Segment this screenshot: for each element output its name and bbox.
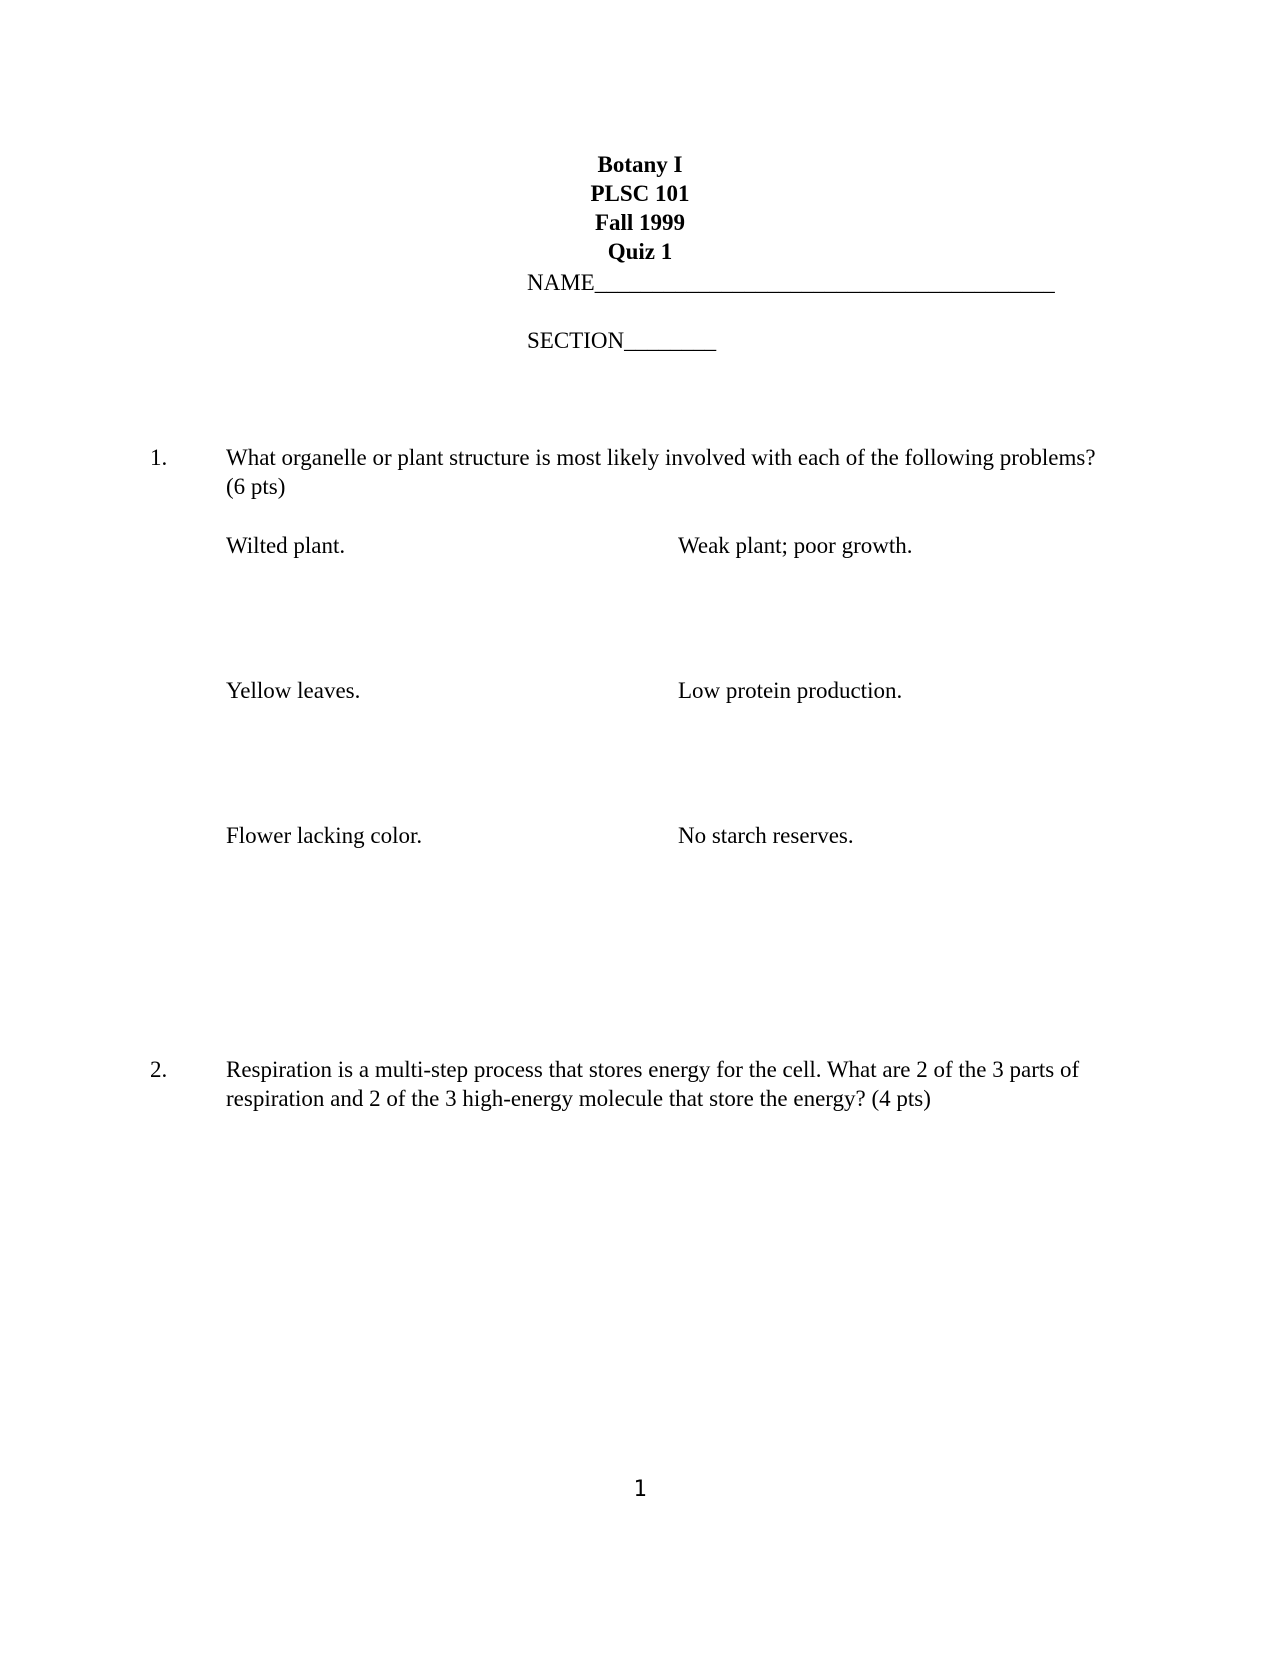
course-code: PLSC 101 [590,181,690,206]
question-1-item: No starch reserves. [678,823,854,848]
course-name: Botany I [597,152,683,177]
question-1-item: Yellow leaves. [226,678,361,703]
question-1-item: Weak plant; poor growth. [678,533,913,558]
quiz-header [0,150,1280,266]
section-field: SECTION________ [527,328,717,353]
question-1-number: 1. [150,445,168,470]
question-1-item: Flower lacking color. [226,823,423,848]
question-2-number: 2. [150,1057,168,1082]
question-1-item: Low protein production. [678,678,903,703]
quiz-title: Quiz 1 [607,239,673,264]
page-number: 1 [633,1477,647,1502]
name-field: NAME________________________________________ [527,270,1055,295]
question-2-text: Respiration is a multi-step process that stores energy for the cell. What are 2 of the 3 parts of respiration and 2 of the 3 high-energy molecule that store the energy? (4 pts) [226,1057,1080,1111]
term: Fall 1999 [594,210,686,235]
question-1-text: What organelle or plant structure is most likely involved with each of the following problems? (6 pts) [226,445,1096,499]
question-1-item: Wilted plant. [226,533,346,558]
